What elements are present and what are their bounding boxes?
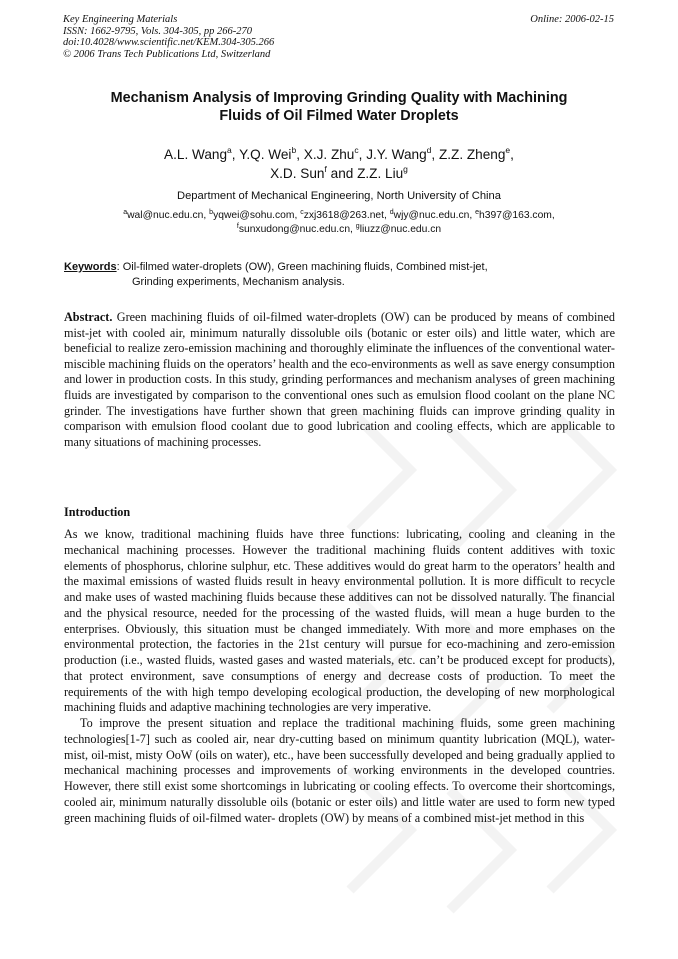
author-separator: and [326,166,358,181]
email-address: zxj3618@263.net [303,210,385,221]
email-address: liuzz@nuc.edu.cn [359,224,442,235]
email-address: yqwei@sohu.com [213,210,295,221]
author-sup: g [403,164,408,174]
author-line-1 [60,145,618,164]
keywords-text-1: Oil-filmed water-droplets (OW), Green machining fluids, Combined mist-jet, [122,261,488,273]
email-sup: e [475,209,480,216]
author-sup: c [354,145,359,155]
issn-line: ISSN: 1662-9795, Vols. 304-305, pp 266-270 [63,25,252,37]
doi-line: doi:10.4028/www.scientific.net/KEM.304-305.266 [63,37,275,48]
email-separator: , [384,210,390,221]
introduction-body [64,527,615,826]
author-name: J.Y. Wang [366,147,427,162]
author-line-2 [60,164,618,183]
intro-paragraph-1: As we know, traditional machining fluids have three functions: lubricating, cooling and cleaning in the mechanical machining processes. However the traditional machining fluids content additives with toxic elements of phosphorus, chlorine sulphur, etc. These additives would do great harm to the operators’ health and the maximal emissions of wasted fluids result in heavy environmental pollution. It is more difficult to recycle and make uses of wasted machining fluids because these additives can not be dissolved naturally. The financial and the physical resource, needed for the processing of the wasted fluids, will mean a huge burden to the enterprises. Obviously, this situation must be changed immediately. With more and more emphases on the environmental protection, the factories in the 21st century will pursue for eco-machining and zero-emission production (i.e., wasted fluids, wasted gases and wasted materials, etc. can’t be produced except for products), that protect environment, save consumptions of energy and decrease costs of production. To meet the requirements of the with high tempo developing ecological production, the developing of new morphological machining fluids and adaptive machining technologies are very imperative. [64,527,615,715]
author-sup: d [426,145,432,155]
author-name: Z.Z. Zheng [438,147,506,162]
copyright-line: © 2006 Trans Tech Publications Ltd, Switzerland [63,48,271,60]
email-address: wjy@nuc.edu.cn [393,210,470,221]
email-separator: , [203,210,210,221]
email-sup: c [300,209,304,216]
author-name: Y.Q. Wei [239,147,292,162]
online-date: Online: 2006-02-15 [530,14,614,25]
author-list [60,145,618,183]
author-name: A.L. Wang [164,147,228,162]
author-sup: a [227,145,232,155]
email-sup: b [209,209,214,216]
abstract-text: Green machining fluids of oil-filmed water-droplets (OW) can be produced by means of combined mist-jet with cooled air, minimum naturally dissoluble oils (botanic or ester oils) and little water, which are beneficial to realize zero-emission machining and thoroughly eliminate the influences of the conventional water-miscible machining fluids on the operators’ health and the eco-environments as well as save energy consumption and lower in production costs. In this study, grinding performances and mechanism analyses of green machining fluids are investigated by comparison to the conventional ones such as emulsion flood coolant on the plane NC grinder. The investigations have further shown that green machining fluids can improve grinding quality in comparison with emulsion flood coolant due to good lubrication and cooling effects, which are applicable to many situations of machining processes. [64,310,616,449]
email-sup: a [123,209,128,216]
journal-name: Key Engineering Materials [63,14,178,25]
keywords-colon: : [116,261,120,273]
affiliation: Department of Mechanical Engineering, North University of China [177,190,501,202]
email-sup: g [355,223,360,230]
author-name: Z.Z. Liu [357,166,404,181]
journal-header [63,14,274,60]
author-separator: , [510,147,514,162]
email-address: sunxudong@nuc.edu.cn [238,224,351,235]
author-separator: , [231,147,240,162]
email-line-1 [60,209,618,223]
title-line-2: Fluids of Oil Filmed Water Droplets [219,108,459,124]
keywords-label: Keywords [64,261,117,273]
author-name: X.D. Sun [270,166,325,181]
paper-title [60,89,618,125]
email-sup: f [236,223,239,230]
author-sup: e [505,145,511,155]
author-sup: b [291,145,297,155]
email-separator: , [350,224,356,235]
author-separator: , [296,147,304,162]
email-separator: , [294,210,301,221]
keywords-text-2: Grinding experiments, Mechanism analysis. [132,275,345,288]
keywords-block [64,260,624,289]
email-sup: d [389,209,394,216]
email-separator: , [551,210,555,221]
email-list [60,209,618,237]
abstract [64,310,615,450]
author-sup: f [324,164,327,174]
email-separator: , [469,210,476,221]
email-address: h397@163.com [479,210,552,221]
title-line-1: Mechanism Analysis of Improving Grinding Quality with Machining [110,90,568,106]
author-name: X.J. Zhu [303,147,355,162]
keywords-line-1 [64,260,624,275]
abstract-label: Abstract. [64,310,113,324]
email-line-2 [60,223,618,237]
author-separator: , [358,147,367,162]
author-separator: , [431,147,439,162]
intro-paragraph-2: To improve the present situation and replace the traditional machining fluids, some green machining technologies[1-7] such as cooled air, near dry-cutting based on minimum quantity lubrication (MQL), water-mist, oil-mist, misty OoW (oils on water), etc., have been successfully developed and being gradually applied to mechanical machining processes and improvements of working environments in the developed countries. However, there still exist some shortcomings in lubricating or cooling effects. To overcome their shortcomings, cooled air, minimum naturally dissoluble oils (botanic or ester oils) and little water are used to form new typed green machining fluids of oil-filmed water- droplets (OW) by means of a combined mist-jet method in this [64,716,615,825]
email-address: wal@nuc.edu.cn [127,210,204,221]
introduction-heading: Introduction [64,505,131,519]
